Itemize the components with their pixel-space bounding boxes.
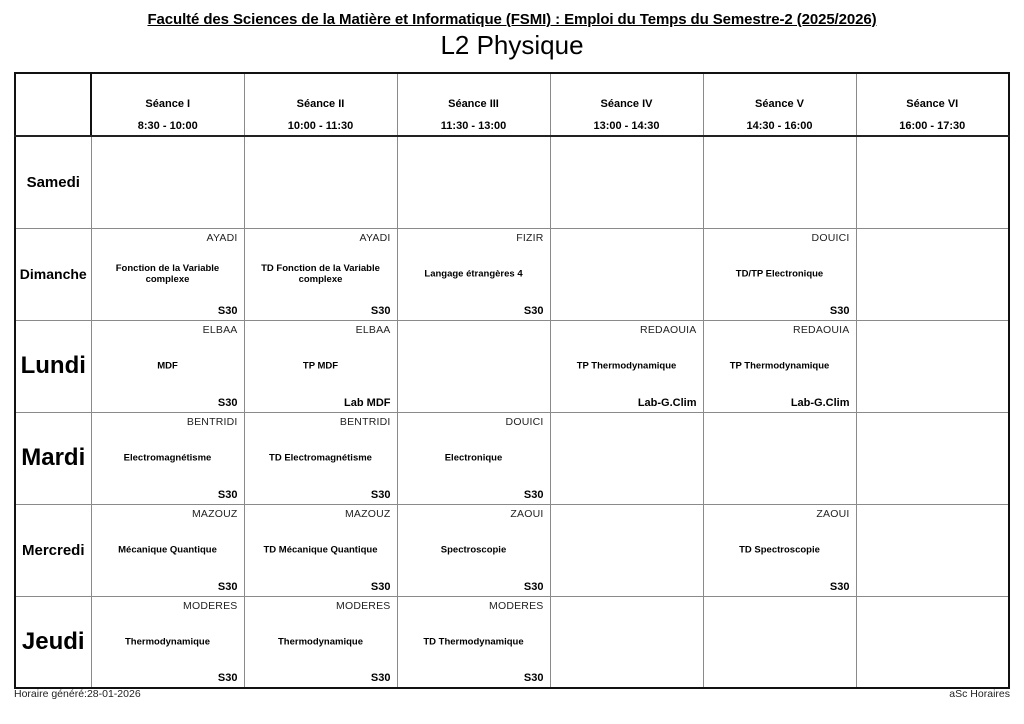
class-cell — [244, 320, 397, 412]
teacher-name: DOUICI — [811, 231, 850, 244]
session-header — [550, 73, 703, 136]
day-name: Lundi — [20, 352, 86, 379]
teacher-name: DOUICI — [505, 415, 544, 428]
day-name: Mercredi — [21, 541, 85, 559]
class-name: L2 Physique — [440, 30, 584, 60]
teacher-name: ELBAA — [355, 323, 391, 336]
teacher-name: BENTRIDI — [186, 415, 238, 428]
day-name: Samedi — [26, 173, 80, 191]
day-row — [15, 228, 1009, 320]
room-name: Lab MDF — [344, 396, 391, 409]
teacher-name: ZAOUI — [510, 507, 544, 520]
course-name: TD Thermodynamique — [423, 636, 524, 648]
session-header — [856, 73, 1009, 136]
class-cell — [397, 412, 550, 504]
empty-cell — [703, 412, 856, 504]
empty-cell — [856, 228, 1009, 320]
document-title: Faculté des Sciences de la Matière et Informatique (FSMI) : Emploi du Temps du Semestre-2 (2025/2026) — [147, 11, 877, 28]
room-name: S30 — [523, 580, 544, 593]
session-label: Séance VI — [906, 98, 959, 110]
day-row — [15, 412, 1009, 504]
empty-cell — [397, 320, 550, 412]
course-name: TD/TP Electronique — [735, 268, 824, 280]
room-name: S30 — [217, 488, 238, 501]
empty-cell — [703, 596, 856, 688]
room-name: S30 — [523, 304, 544, 317]
class-cell — [397, 596, 550, 688]
course-name: TD Fonction de la Variable complexe — [261, 263, 380, 285]
session-time: 10:00 - 11:30 — [287, 120, 354, 132]
teacher-name: REDAOUIA — [640, 323, 697, 336]
teacher-name: FIZIR — [516, 231, 544, 244]
day-label-cell — [15, 136, 91, 228]
class-cell — [91, 596, 244, 688]
day-name: Dimanche — [19, 266, 87, 282]
empty-cell — [856, 320, 1009, 412]
course-name: Spectroscopie — [440, 544, 507, 556]
class-cell — [244, 504, 397, 596]
teacher-name: AYADI — [359, 231, 391, 244]
empty-cell — [856, 136, 1009, 228]
room-name: S30 — [217, 396, 238, 409]
course-name: Langage étrangères 4 — [424, 268, 523, 280]
corner-cell — [15, 73, 91, 136]
room-name: Lab-G.Clim — [790, 396, 850, 409]
teacher-name: MAZOUZ — [191, 507, 238, 520]
course-name: TD Electromagnétisme — [269, 452, 372, 464]
session-label: Séance II — [296, 98, 345, 110]
empty-cell — [856, 504, 1009, 596]
class-cell — [550, 320, 703, 412]
class-cell — [91, 412, 244, 504]
class-cell — [244, 596, 397, 688]
room-name: S30 — [370, 488, 391, 501]
empty-cell — [856, 596, 1009, 688]
day-name: Mardi — [21, 444, 86, 471]
course-name: TP Thermodynamique — [576, 360, 677, 372]
class-cell — [91, 320, 244, 412]
course-name: TD Spectroscopie — [739, 544, 820, 556]
day-row — [15, 320, 1009, 412]
empty-cell — [856, 412, 1009, 504]
room-name: S30 — [523, 672, 544, 684]
room-name: S30 — [217, 580, 238, 593]
teacher-name: MODERES — [336, 599, 391, 612]
session-time: 16:00 - 17:30 — [899, 120, 966, 132]
class-cell — [703, 504, 856, 596]
session-header — [703, 73, 856, 136]
empty-cell — [703, 136, 856, 228]
course-name: Electromagnétisme — [123, 452, 212, 464]
session-header — [397, 73, 550, 136]
day-label-cell — [15, 504, 91, 596]
room-name: S30 — [370, 672, 391, 684]
empty-cell — [397, 136, 550, 228]
session-header — [91, 73, 244, 136]
class-cell — [91, 228, 244, 320]
session-label: Séance V — [755, 98, 804, 110]
empty-cell — [550, 504, 703, 596]
course-name: Fonction de la Variable complexe — [115, 263, 220, 285]
class-cell — [91, 504, 244, 596]
course-name: TP MDF — [302, 360, 339, 372]
teacher-name: REDAOUIA — [793, 323, 850, 336]
session-time: 13:00 - 14:30 — [593, 120, 660, 132]
course-name: TP Thermodynamique — [729, 360, 830, 372]
session-label: Séance III — [448, 98, 499, 110]
teacher-name: ELBAA — [202, 323, 238, 336]
room-name: S30 — [217, 304, 238, 317]
session-header — [244, 73, 397, 136]
class-cell — [703, 228, 856, 320]
course-name: MDF — [157, 360, 178, 372]
empty-cell — [550, 228, 703, 320]
class-cell — [703, 320, 856, 412]
day-label-cell — [15, 596, 91, 688]
class-cell — [397, 228, 550, 320]
day-label-cell — [15, 228, 91, 320]
course-name: TD Mécanique Quantique — [263, 544, 378, 556]
day-row — [15, 504, 1009, 596]
room-name: S30 — [829, 304, 850, 317]
class-cell — [397, 504, 550, 596]
room-name: S30 — [829, 580, 850, 593]
session-header-row — [15, 73, 1009, 136]
day-name: Jeudi — [21, 627, 85, 655]
course-name: Electronique — [444, 452, 503, 464]
day-label-cell — [15, 412, 91, 504]
room-name: S30 — [370, 580, 391, 593]
course-name: Thermodynamique — [278, 636, 363, 648]
generated-date: Horaire généré:28-01-2026 — [14, 688, 141, 700]
empty-cell — [550, 412, 703, 504]
empty-cell — [550, 596, 703, 688]
session-label: Séance I — [145, 98, 191, 110]
room-name: Lab-G.Clim — [637, 396, 697, 409]
course-name: Mécanique Quantique — [118, 544, 217, 556]
empty-cell — [91, 136, 244, 228]
timetable — [14, 72, 1010, 689]
day-label-cell — [15, 320, 91, 412]
class-cell — [244, 228, 397, 320]
course-name: Thermodynamique — [125, 636, 210, 648]
empty-cell — [244, 136, 397, 228]
session-time: 14:30 - 16:00 — [746, 120, 813, 132]
class-cell — [244, 412, 397, 504]
session-label: Séance IV — [600, 98, 653, 110]
session-time: 8:30 - 10:00 — [137, 120, 198, 132]
empty-cell — [550, 136, 703, 228]
teacher-name: MODERES — [489, 599, 544, 612]
session-time: 11:30 - 13:00 — [440, 120, 507, 132]
room-name: S30 — [370, 304, 391, 317]
software-credit: aSc Horaires — [949, 688, 1010, 700]
day-row — [15, 136, 1009, 228]
teacher-name: MODERES — [183, 599, 238, 612]
teacher-name: MAZOUZ — [344, 507, 391, 520]
room-name: S30 — [523, 488, 544, 501]
day-row — [15, 596, 1009, 688]
teacher-name: BENTRIDI — [339, 415, 391, 428]
room-name: S30 — [217, 672, 238, 684]
teacher-name: ZAOUI — [816, 507, 850, 520]
teacher-name: AYADI — [206, 231, 238, 244]
